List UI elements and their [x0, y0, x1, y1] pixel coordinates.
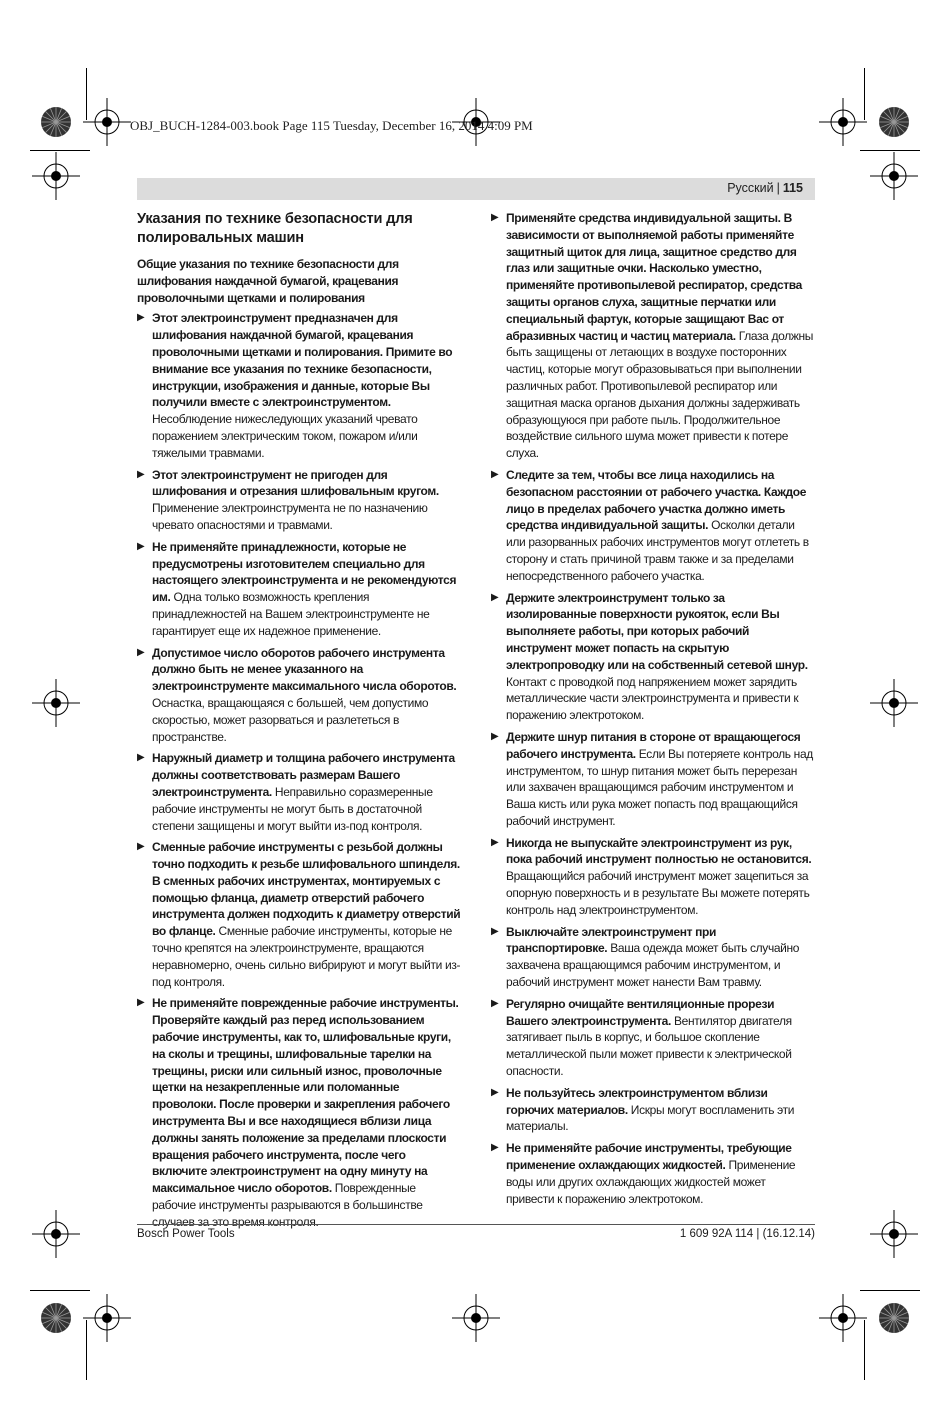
item-warning-bold: Не применяйте принадлежности, которые не предусмотрены изготовителем специально для настоящего электроинструмента и не рекомендуются им.	[152, 539, 457, 605]
item-warning-bold: Этот электроинструмент предназначен для шлифования наждачной бумагой, крацевания проволочными щетками и полирования. Примите во внимание все указания по технике безопасности, инструкции, изображения и данные, которые Вы получили вместе с электроинструментом.	[152, 311, 453, 410]
item-explanation: Если Вы потеряете контроль над инструментом, то шнур питания может быть перерезан или захвачен вращающимся рабочим инструментом и Ваша кисть или рука может попасть под вращающийся рабочий инструмент.	[506, 746, 813, 828]
crop-line	[86, 68, 87, 120]
bullet-arrow-icon: ▶	[491, 997, 499, 1009]
item-warning-bold: Допустимое число оборотов рабочего инструмента должно быть не менее указанного на электроинструменте максимального числа оборотов.	[152, 645, 457, 694]
bullet-arrow-icon: ▶	[491, 925, 499, 937]
crop-line	[86, 1320, 87, 1380]
safety-list-item	[137, 539, 462, 640]
safety-list-item	[137, 839, 462, 990]
item-explanation: Вентилятор двигателя затягивает пыль в корпус, и большое скопление металлической пыли может привести к электрической опасности.	[506, 1013, 792, 1079]
crop-line	[860, 1290, 920, 1291]
registration-mark-icon	[446, 1288, 506, 1348]
bullet-arrow-icon: ▶	[137, 468, 145, 480]
registration-mark-icon	[26, 673, 86, 733]
item-warning-bold: Не применяйте рабочие инструменты, требующие применение охлаждающих жидкостей.	[506, 1141, 792, 1173]
item-warning-bold: Наружный диаметр и толщина рабочего инструмента должны соответствовать размерам Вашего электроинструмента.	[152, 751, 455, 799]
registration-mark-icon	[26, 1204, 86, 1264]
registration-mark-icon	[26, 146, 86, 206]
item-warning-bold: Применяйте средства индивидуальной защиты. В зависимости от выполняемой работы применяйте защитный щиток для лица, защитное средство для глаз или защитные очки. Насколько уместно, применяйте противопылевой респиратор, средства защиты органов слуха, защитные перчатки или специальный фартук, которые защищают Вас от абразивных частиц и частиц материала.	[506, 211, 803, 343]
bullet-arrow-icon: ▶	[491, 1086, 499, 1098]
item-warning-bold: Этот электроинструмент не пригоден для шлифования и отрезания шлифовальным кругом.	[152, 467, 439, 499]
safety-list-item	[137, 310, 462, 461]
bullet-arrow-icon: ▶	[491, 468, 499, 480]
item-explanation: Глаза должны быть защищены от летающих в воздухе посторонних частиц, которые могут образовываться при выполнении различных работ. Противопылевой респиратор или защитная маска органов дыхания должны задерживать образующуюся при работе пыль. Продолжительное воздействие сильного шума может привести к потере слуха.	[506, 328, 814, 461]
item-warning-bold: Сменные рабочие инструменты с резьбой должны точно подходить к резьбе шлифовального шпинделя. В сменных рабочих инструментах, монтируемых с помощью фланца, диаметр отверстий рабочего инструмента должен подходить к диаметру отверстий во фланце.	[152, 840, 461, 939]
crop-line	[860, 150, 920, 151]
item-explanation: Неправильно соразмеренные рабочие инструменты не могут быть в достаточной степени защищены и могут выйти из-под контроля.	[152, 784, 433, 833]
bullet-arrow-icon: ▶	[137, 312, 145, 324]
registration-mark-icon	[864, 673, 924, 733]
bullet-arrow-icon: ▶	[137, 841, 145, 853]
item-explanation: Осколки детали или разорванных рабочих инструментов могут отлететь в сторону и стать причиной травм также и за пределами непосредственного рабочего участка.	[506, 518, 809, 583]
footer-doc-number: 1 609 92A 114 | (16.12.14)	[679, 1228, 815, 1240]
safety-list-item	[491, 210, 816, 462]
bullet-arrow-icon: ▶	[491, 591, 499, 603]
safety-list-item	[491, 835, 816, 919]
item-warning-bold: Держите электроинструмент только за изолированные поверхности рукояток, если Вы выполняете работы, при которых рабочий инструмент может попасть на скрытую электропроводку или на собственный сетевой шнур.	[506, 590, 808, 672]
crop-line	[864, 68, 865, 120]
bullet-arrow-icon: ▶	[491, 1142, 499, 1154]
bullet-arrow-icon: ▶	[491, 212, 499, 223]
crop-line	[864, 1320, 865, 1380]
safety-list-item	[491, 996, 816, 1080]
book-info-line: OBJ_BUCH-1284-003.book Page 115 Tuesday, December 16, 2014 4:09 PM	[130, 118, 533, 133]
bullet-arrow-icon: ▶	[137, 752, 145, 764]
item-warning-bold: Выключайте электроинструмент при транспортировке.	[506, 924, 717, 956]
safety-list-item	[491, 1085, 816, 1135]
safety-list-item	[491, 1140, 816, 1207]
item-warning-bold: Никогда не выпускайте электроинструмент из рук, пока рабочий инструмент полностью не остановится.	[506, 835, 812, 867]
footer-brand: Bosch Power Tools	[137, 1228, 235, 1240]
footer-divider	[137, 1224, 815, 1225]
registration-mark-icon	[864, 1288, 924, 1348]
safety-list-item	[491, 729, 816, 830]
item-explanation: Оснастка, вращающаяся с большей, чем допустимо скоростью, может разорваться и разлететься в пространстве.	[152, 695, 429, 744]
section-subtitle: Общие указания по технике безопасности для шлифования наждачной бумагой, крацевания проволочными щетками и полирования	[137, 257, 399, 305]
safety-list-item	[137, 645, 462, 746]
page-number: 115	[782, 181, 803, 195]
page-header: Русский | 115	[137, 178, 815, 200]
bullet-arrow-icon: ▶	[137, 646, 145, 658]
registration-mark-icon	[864, 146, 924, 206]
bullet-arrow-icon: ▶	[137, 997, 145, 1009]
bullet-arrow-icon: ▶	[491, 730, 499, 742]
crop-line	[30, 1290, 90, 1291]
section-title: Указания по технике безопасности для полировальных машин	[137, 211, 413, 246]
header-language: Русский	[727, 181, 774, 195]
safety-list-item	[137, 467, 462, 534]
item-explanation: Вращающийся рабочий инструмент может зацепиться за опорную поверхность и в результате Вы можете потерять контроль над электроинструментом.	[506, 869, 810, 917]
item-explanation: Сменные рабочие инструменты, которые не точно крепятся на электроинструменте, вращаются неравномерно, очень сильно вибрируют и могут выйти из-под контроля.	[152, 924, 461, 989]
item-explanation: Одна только возможность крепления принадлежностей на Вашем электроинструменте не гарантирует еще их надежное применение.	[152, 590, 430, 638]
safety-list-item	[491, 590, 816, 724]
item-explanation: Искры могут воспламенить эти материалы.	[506, 1102, 795, 1134]
item-warning-bold: Не пользуйтесь электроинструментом вблизи горючих материалов.	[506, 1085, 768, 1117]
item-explanation: Ваша одежда может быть случайно захвачена вращающимся рабочим инструментом, и рабочий инструмент может нанести Вам травму.	[506, 941, 800, 990]
item-explanation: Контакт с проводкой под напряжением может зарядить металлические части электроинструмента и привести к поражению электротоком.	[506, 674, 799, 723]
crop-line	[30, 150, 90, 151]
item-warning-bold: Держите шнур питания в стороне от вращающегося рабочего инструмента.	[506, 729, 801, 761]
safety-list-item	[491, 924, 816, 991]
right-column	[491, 210, 816, 1212]
item-warning-bold: Не применяйте поврежденные рабочие инструменты. Проверяйте каждый раз перед использованием рабочие инструменты, как то, шлифовальные круги, на сколы и трещины, шлифовальные тарелки на трещины, риски или сильный износ, проволочные щетки на незакрепленные или поломанные проволоки. После проверки и закрепления рабочего инструмента Вы и все находящиеся вблизи лица должны занять положение за пределами плоскости вращения рабочего инструмента, после чего включите электроинструмент на одну минуту на максимальное число оборотов.	[152, 996, 459, 1196]
left-column	[137, 210, 462, 1236]
item-explanation: Поврежденные рабочие инструменты разрываются в большинстве случаев за это время контроля.	[152, 1181, 423, 1229]
bullet-arrow-icon: ▶	[137, 540, 145, 552]
safety-list-item	[137, 750, 462, 834]
bullet-arrow-icon: ▶	[491, 836, 499, 848]
registration-mark-icon	[864, 1204, 924, 1264]
item-explanation: Несоблюдение нижеследующих указаний чревато поражением электрическим током, пожаром и/или тяжелыми травмами.	[152, 412, 418, 460]
registration-mark-icon	[864, 92, 924, 152]
item-explanation: Применение воды или других охлаждающих жидкостей может привести к поражению электротоком.	[506, 1158, 796, 1206]
safety-list-item	[137, 995, 462, 1230]
item-warning-bold: Следите за тем, чтобы все лица находились на безопасном расстоянии от рабочего участка. Каждое лицо в пределах рабочего участка должно иметь средства индивидуальной защиты.	[506, 467, 807, 533]
safety-list-item	[491, 467, 816, 585]
item-explanation: Применение электроинструмента не по назначению чревато опасностями и травмами.	[152, 501, 428, 532]
item-warning-bold: Регулярно очищайте вентиляционные прорези Вашего электроинструмента.	[506, 996, 775, 1028]
